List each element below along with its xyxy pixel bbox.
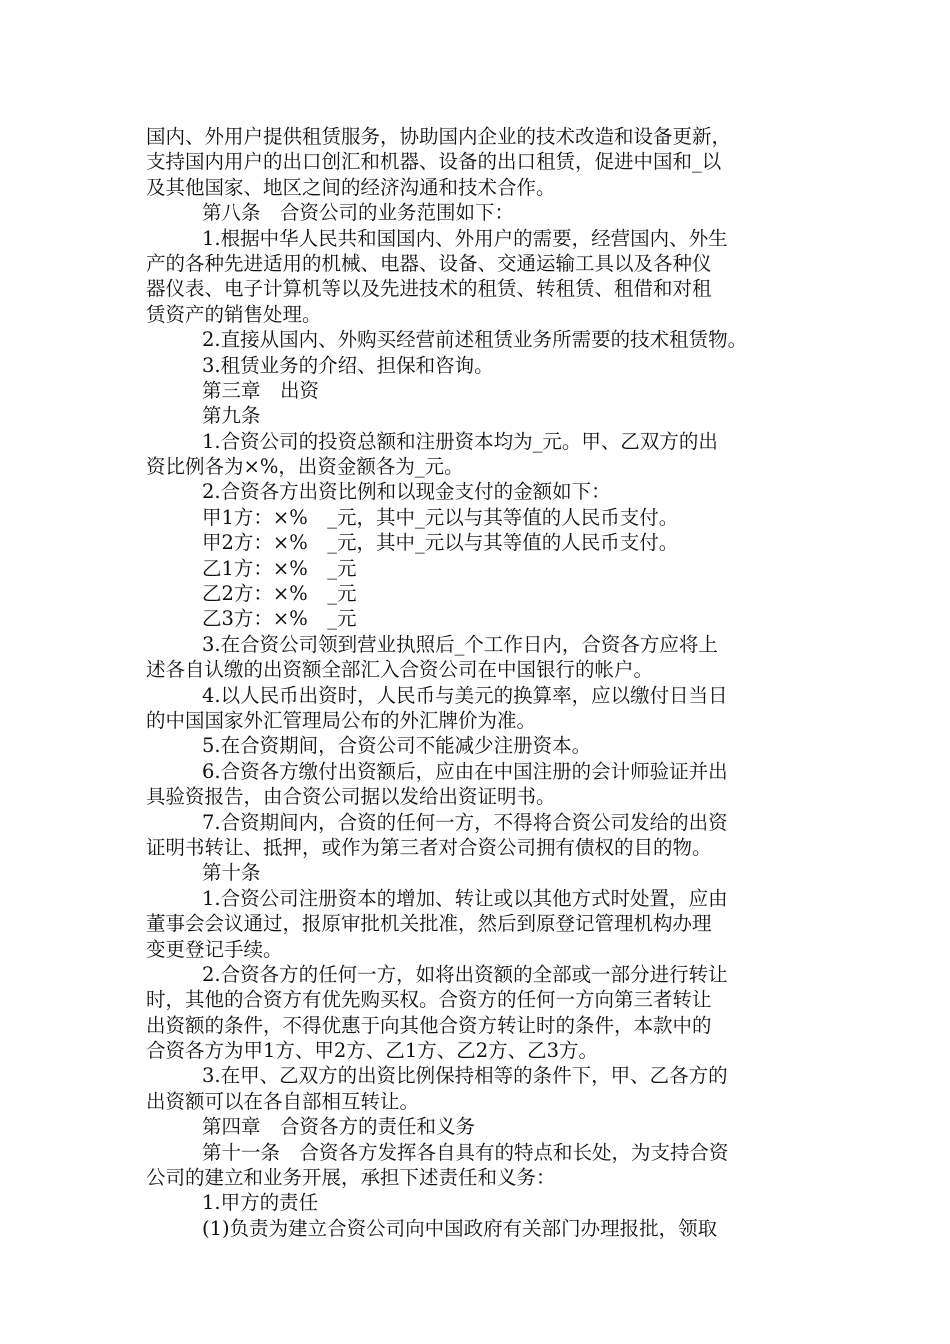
text-line: 乙3方：×% _元 xyxy=(202,607,357,631)
text-line: 时，其他的合资方有优先购买权。合资方的任何一方向第三者转让 xyxy=(146,988,712,1012)
text-line: 1.合资公司的投资总额和注册资本均为_元。甲、乙双方的出 xyxy=(202,429,718,453)
text-line: 的中国国家外汇管理局公布的外汇牌价为准。 xyxy=(146,708,537,732)
text-line: 4.以人民币出资时，人民币与美元的换算率，应以缴付日当日 xyxy=(202,683,728,707)
text-line: 甲1方：×% _元，其中_元以与其等值的人民币支付。 xyxy=(202,505,679,529)
document-page xyxy=(146,124,814,1241)
text-line: 3.在甲、乙双方的出资比例保持相等的条件下，甲、乙各方的 xyxy=(202,1064,728,1088)
text-line: 出资额可以在各自部相互转让。 xyxy=(146,1089,420,1113)
text-line: 公司的建立和业务开展，承担下述责任和义务： xyxy=(146,1166,556,1190)
text-line: 国内、外用户提供租赁服务，协助国内企业的技术改造和设备更新， xyxy=(146,125,732,148)
article-heading: 第九条 xyxy=(202,404,261,428)
article-heading: 第十条 xyxy=(202,861,261,885)
text-line: 2.合资各方出资比例和以现金支付的金额如下： xyxy=(202,480,611,504)
text-line: 具验资报告，由合资公司据以发给出资证明书。 xyxy=(146,785,556,809)
text-line: 1.根据中华人民共和国国内、外用户的需要，经营国内、外生 xyxy=(202,226,728,250)
text-line: 3.在合资公司领到营业执照后_个工作日内，合资各方应将上 xyxy=(202,632,718,656)
text-line: (1)负责为建立合资公司向中国政府有关部门办理报批，领取 xyxy=(202,1216,718,1240)
text-line: 出资额的条件，不得优惠于向其他合资方转让时的条件，本款中的 xyxy=(146,1013,712,1037)
text-line: 7.合资期间内，合资的任何一方，不得将合资公司发给的出资 xyxy=(202,810,728,834)
text-line: 5.在合资期间，合资公司不能减少注册资本。 xyxy=(202,734,592,758)
text-line: 证明书转让、抵押，或作为第三者对合资公司拥有债权的目的物。 xyxy=(146,835,712,859)
text-line: 6.合资各方缴付出资额后，应由在中国注册的会计师验证并出 xyxy=(202,759,728,783)
text-line: 述各自认缴的出资额全部汇入合资公司在中国银行的帐户。 xyxy=(146,658,654,682)
chapter-heading: 第四章 合资各方的责任和义务 xyxy=(202,1115,476,1139)
text-line: 变更登记手续。 xyxy=(146,937,283,961)
text-line: 资比例各为×%，出资金额各为_元。 xyxy=(146,455,464,479)
text-line: 2.直接从国内、外购买经营前述租赁业务所需要的技术租赁物。 xyxy=(202,328,748,352)
text-line: 3.租赁业务的介绍、担保和咨询。 xyxy=(202,353,494,377)
text-line: 合资各方为甲1方、甲2方、乙1方、乙2方、乙3方。 xyxy=(146,1039,599,1063)
text-line: 支持国内用户的出口创汇和机器、设备的出口租赁，促进中国和_以 xyxy=(146,150,722,174)
article-heading: 第十一条 合资各方发挥各自具有的特点和长处，为支持合资 xyxy=(202,1140,729,1164)
text-line: 赁资产的销售处理。 xyxy=(146,302,322,326)
text-line: 1.甲方的责任 xyxy=(202,1191,319,1215)
text-line: 器仪表、电子计算机等以及先进技术的租赁、转租赁、租借和对租 xyxy=(146,277,712,301)
text-line: 甲2方：×% _元，其中_元以与其等值的人民币支付。 xyxy=(202,531,679,555)
text-line: 乙1方：×% _元 xyxy=(202,556,357,580)
text-line: 1.合资公司注册资本的增加、转让或以其他方式时处置，应由 xyxy=(202,886,728,910)
chapter-heading: 第三章 出资 xyxy=(202,378,320,402)
text-line: 及其他国家、地区之间的经济沟通和技术合作。 xyxy=(146,175,556,199)
article-heading: 第八条 合资公司的业务范围如下： xyxy=(202,201,515,225)
text-line: 乙2方：×% _元 xyxy=(202,582,357,606)
text-line: 2.合资各方的任何一方，如将出资额的全部或一部分进行转让 xyxy=(202,962,728,986)
text-line: 董事会会议通过，报原审批机关批准，然后到原登记管理机构办理 xyxy=(146,912,712,936)
text-line: 产的各种先进适用的机械、电器、设备、交通运输工具以及各种仪 xyxy=(146,251,712,275)
